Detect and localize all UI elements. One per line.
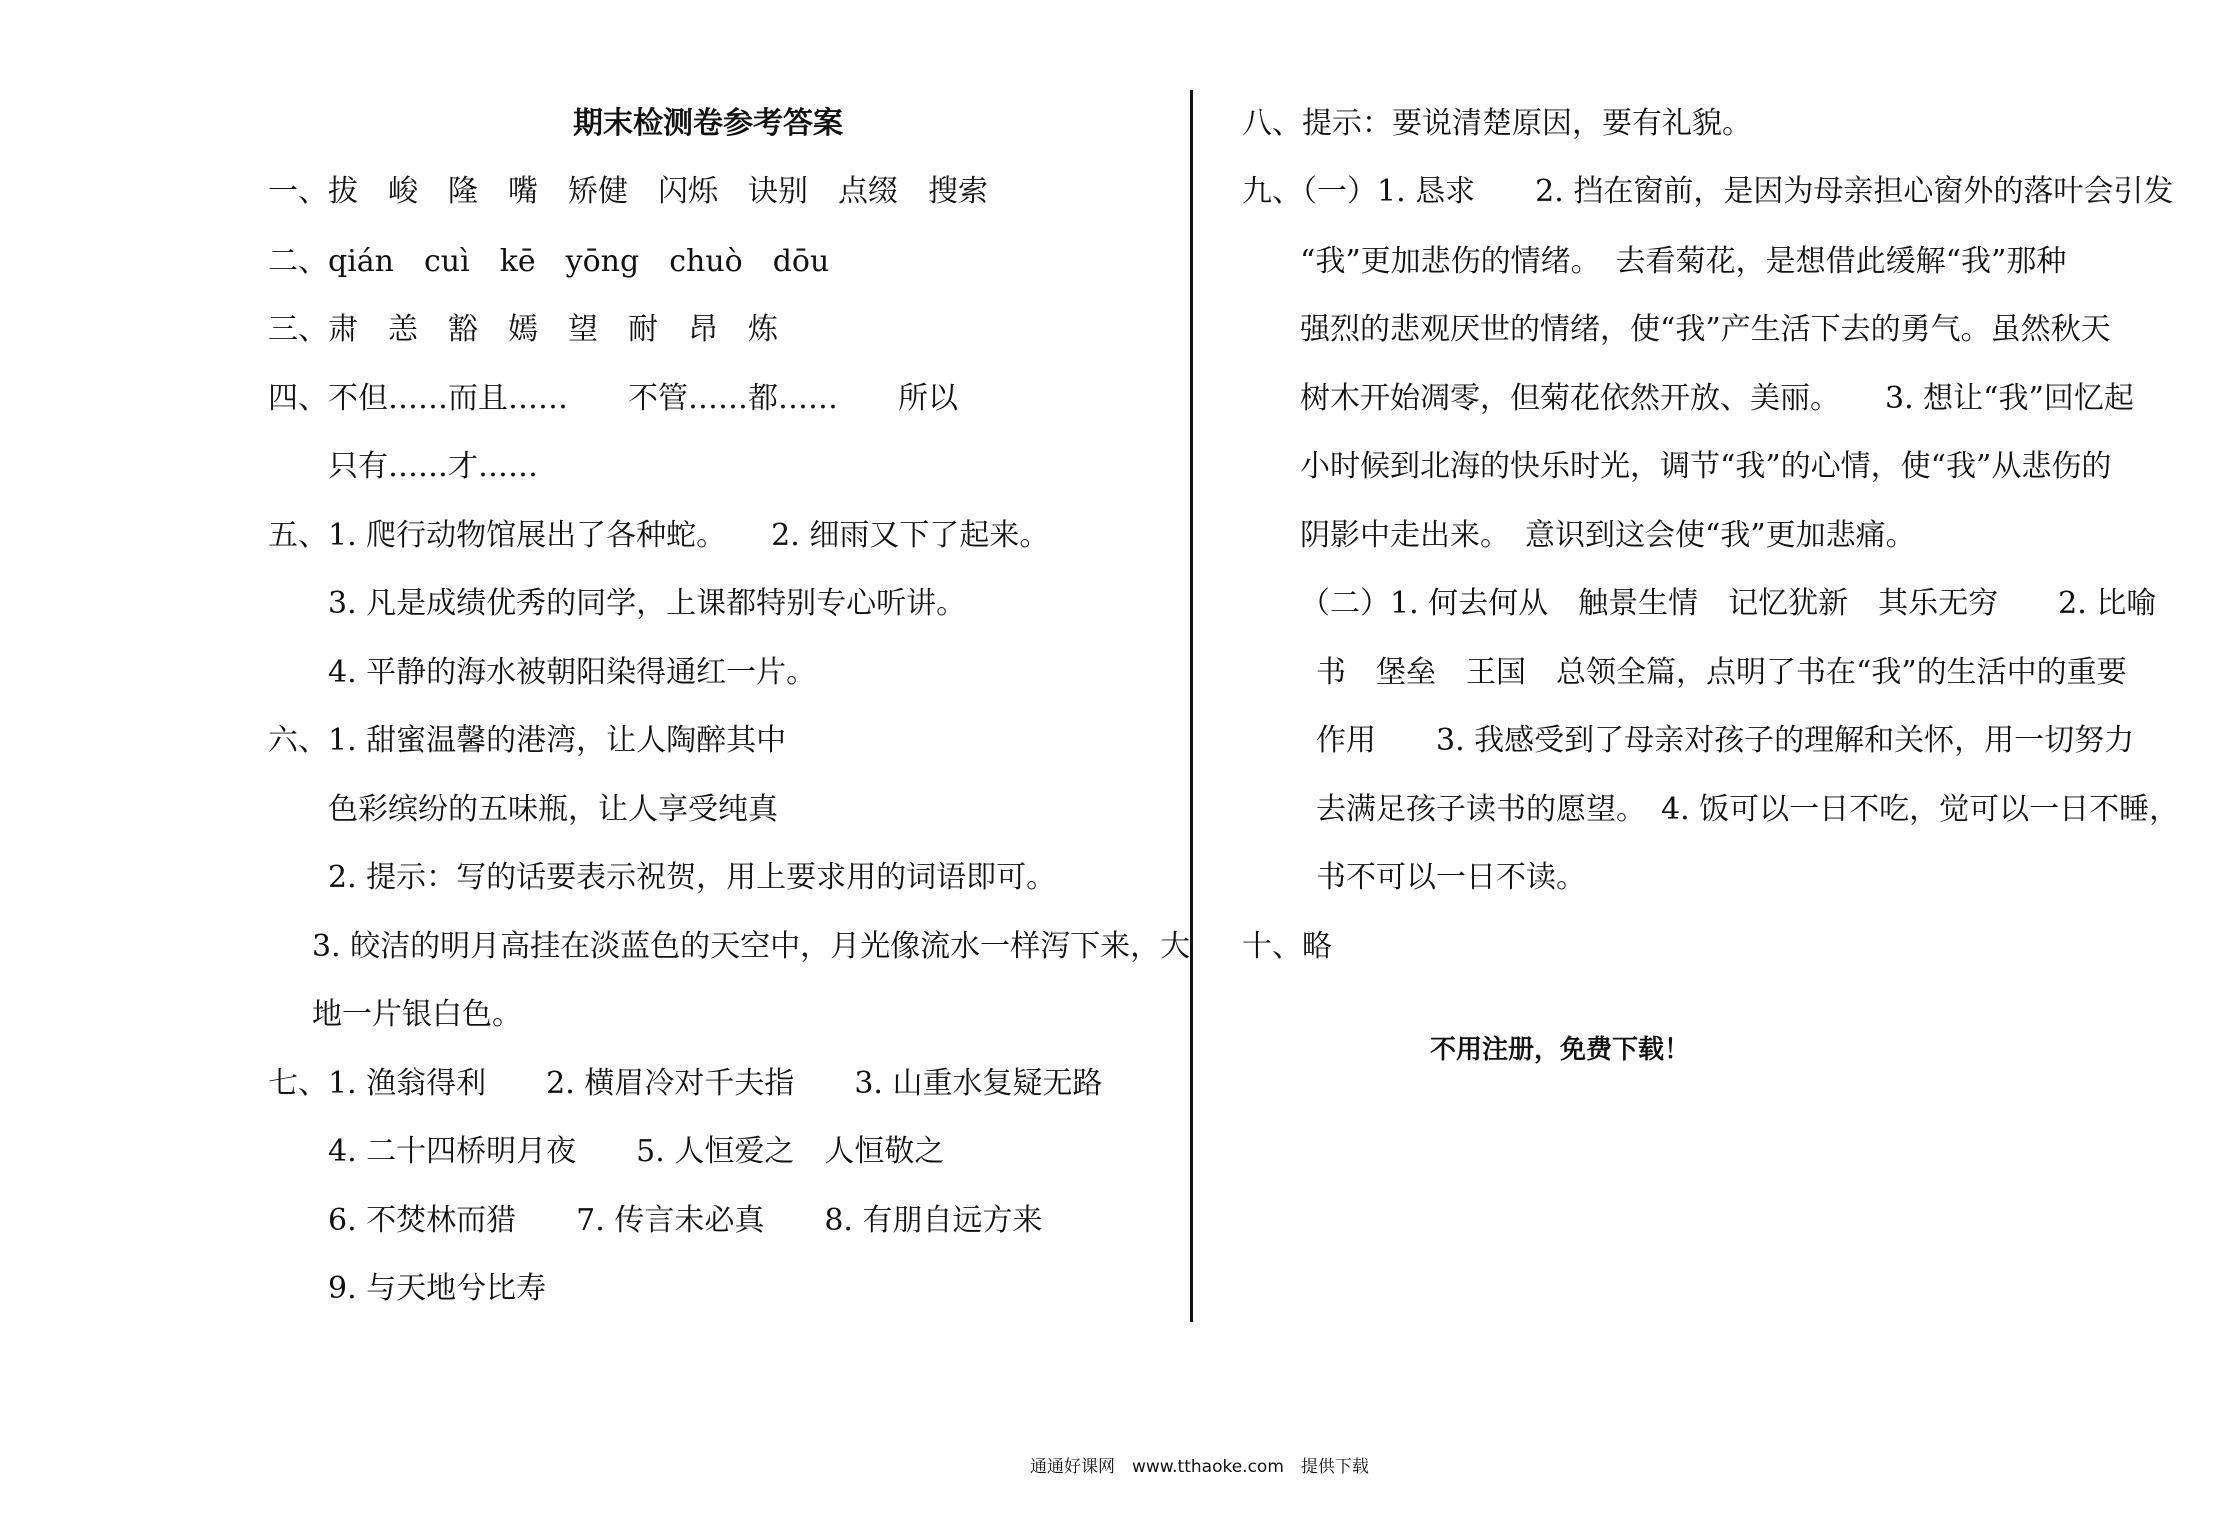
- answer-3: 三、肃 恙 豁 嫣 望 耐 昂 炼: [268, 312, 778, 347]
- column-divider: [1190, 90, 1193, 1322]
- answer-9-line-9: 作用 3. 我感受到了母亲对孩子的理解和关怀，用一切努力: [1316, 723, 2135, 758]
- answer-9-line-3: 强烈的悲观厌世的情绪，使“我”产生活下去的勇气。虽然秋天: [1300, 312, 2111, 347]
- answer-9-line-11: 书不可以一日不读。: [1316, 860, 1586, 895]
- answer-5-line-1: 五、1. 爬行动物馆展出了各种蛇。 2. 细雨又下了起来。: [268, 518, 1050, 553]
- answer-9-line-10: 去满足孩子读书的愿望。 4. 饭可以一日不吃，觉可以一日不睡，: [1316, 792, 2180, 827]
- answer-9-line-7: （二）1. 何去何从 触景生情 记忆犹新 其乐无穷 2. 比喻: [1300, 586, 2157, 621]
- answer-7-line-3: 6. 不焚林而猎 7. 传言未必真 8. 有朋自远方来: [328, 1203, 1043, 1238]
- answer-7-line-2: 4. 二十四桥明月夜 5. 人恒爱之 人恒敬之: [328, 1134, 945, 1169]
- page-title: 期末检测卷参考答案: [573, 106, 843, 141]
- answer-9-line-6: 阴影中走出来。 意识到这会使“我”更加悲痛。: [1300, 518, 1916, 553]
- answer-2: 二、qián cuì kē yōng chuò dōu: [268, 244, 830, 279]
- answer-6-line-3: 2. 提示：写的话要表示祝贺，用上要求用的词语即可。: [328, 860, 1057, 895]
- answer-10: 十、略: [1242, 929, 1332, 964]
- answer-6-line-5: 地一片银白色。: [312, 997, 522, 1032]
- answer-9-line-1: 九、（一）1. 恳求 2. 挡在窗前，是因为母亲担心窗外的落叶会引发: [1242, 174, 2174, 209]
- answer-7-line-1: 七、1. 渔翁得利 2. 横眉冷对千夫指 3. 山重水复疑无路: [268, 1066, 1103, 1101]
- answer-9-line-8: 书 堡垒 王国 总领全篇，点明了书在“我”的生活中的重要: [1316, 655, 2127, 690]
- answer-5-line-3: 4. 平静的海水被朝阳染得通红一片。: [328, 655, 817, 690]
- answer-5-line-2: 3. 凡是成绩优秀的同学，上课都特别专心听讲。: [328, 586, 967, 621]
- answer-9-line-2: “我”更加悲伤的情绪。 去看菊花，是想借此缓解“我”那种: [1300, 244, 2067, 279]
- answer-6-line-2: 色彩缤纷的五味瓶，让人享受纯真: [328, 792, 778, 827]
- answer-1: 一、拔 峻 隆 嘴 矫健 闪烁 诀别 点缀 搜索: [268, 174, 988, 209]
- answer-4-line-1: 四、不但……而且…… 不管……都…… 所以: [268, 381, 958, 416]
- answer-7-line-4: 9. 与天地兮比寿: [328, 1271, 547, 1306]
- page-footer: 通通好课网 www.tthaoke.com 提供下载: [1030, 1457, 1369, 1477]
- answer-9-line-5: 小时候到北海的快乐时光，调节“我”的心情，使“我”从悲伤的: [1300, 449, 2112, 484]
- answer-9-line-4: 树木开始凋零，但菊花依然开放、美丽。 3. 想让“我”回忆起: [1300, 381, 2134, 416]
- answer-6-line-1: 六、1. 甜蜜温馨的港湾，让人陶醉其中: [268, 723, 787, 758]
- answer-8: 八、提示：要说清楚原因，要有礼貌。: [1242, 106, 1752, 141]
- answer-4-line-2: 只有……才……: [328, 449, 538, 484]
- answer-6-line-4: 3. 皎洁的明月高挂在淡蓝色的天空中，月光像流水一样泻下来，大: [312, 929, 1191, 964]
- download-note: 不用注册，免费下载！: [1430, 1035, 1691, 1065]
